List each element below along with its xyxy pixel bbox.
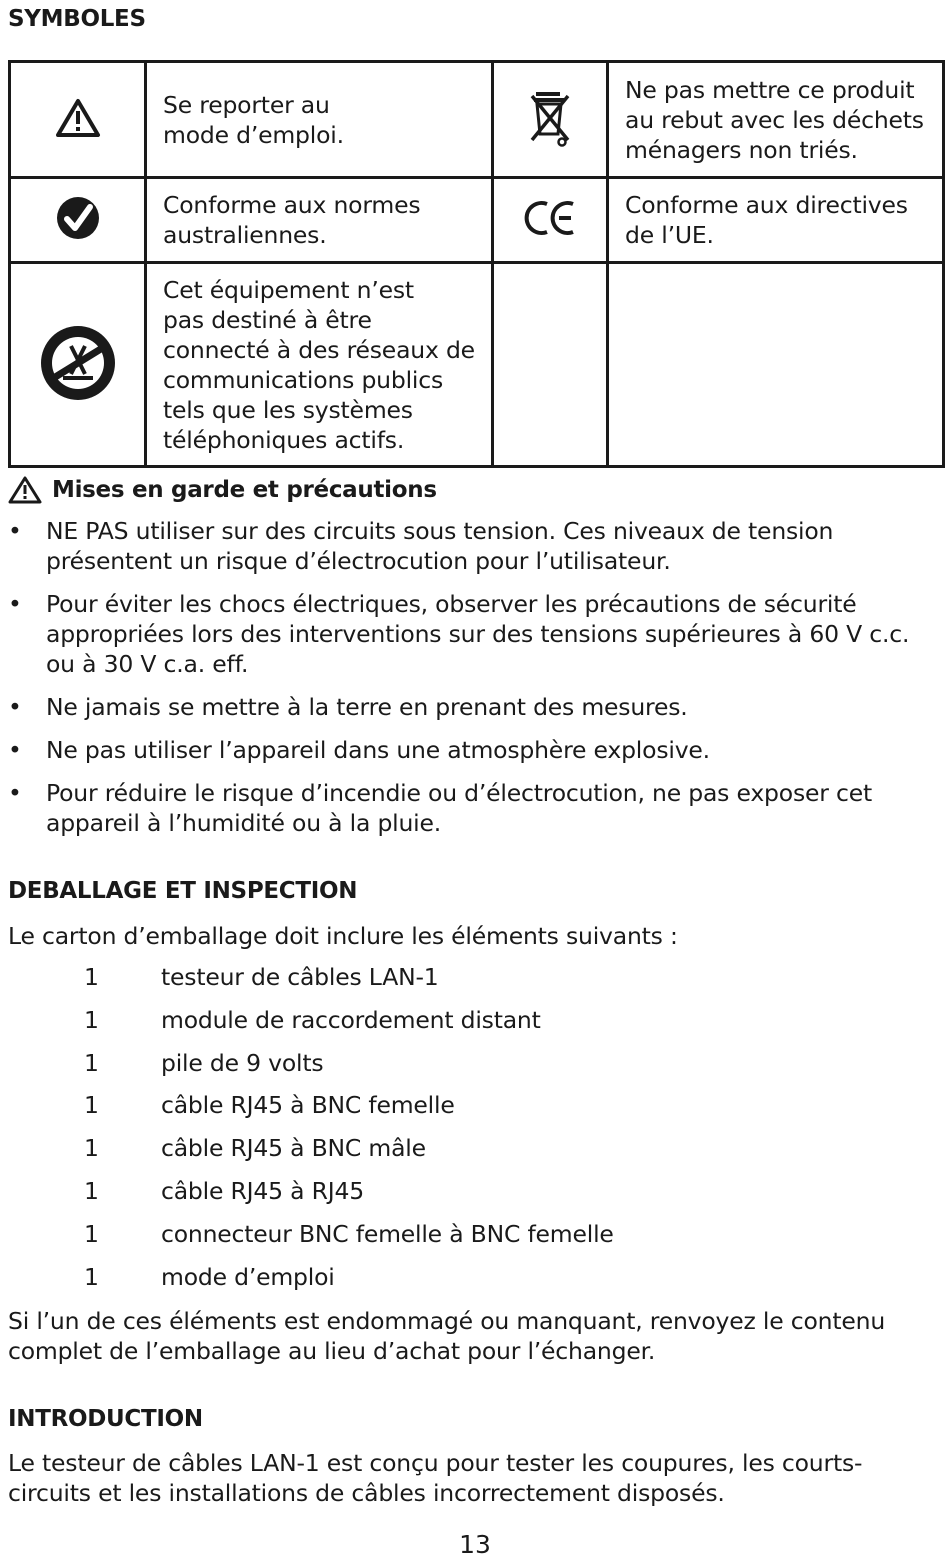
symbols-row	[10, 263, 944, 467]
item-quantity: 1	[84, 1219, 99, 1248]
item-quantity: 1	[84, 963, 99, 991]
item-quantity: 1	[84, 1048, 99, 1077]
list-item	[84, 1090, 614, 1133]
symbols-row	[10, 62, 944, 178]
item-label: testeur de câbles LAN-1	[161, 963, 439, 991]
symbol-text-australia: Conforme aux normes australiennes.	[163, 191, 421, 249]
list-item	[84, 1176, 614, 1219]
symbol-cell-empty	[493, 263, 608, 467]
item-quantity: 1	[84, 1134, 99, 1163]
item-quantity: 1	[84, 1091, 99, 1120]
item-label: module de raccordement distant	[161, 1005, 541, 1034]
list-item	[84, 1219, 614, 1262]
item-quantity: 1	[84, 1005, 99, 1034]
warnings-title: Mises en garde et précautions	[52, 477, 437, 503]
introduction-text: Le testeur de câbles LAN-1 est conçu pour tester les coupures, les courts- circuits et les installations de câbles incorrectement disposés.	[8, 1449, 863, 1507]
item-label: mode d’emploi	[161, 1262, 335, 1291]
list-item	[84, 1048, 614, 1091]
item-label: pile de 9 volts	[161, 1048, 324, 1077]
warning-text: Ne pas utiliser l’appareil dans une atmosphère explosive.	[46, 736, 710, 764]
bullet-glyph: •	[8, 779, 22, 807]
item-label: connecteur BNC femelle à BNC femelle	[161, 1219, 614, 1248]
warning-text: Ne jamais se mettre à la terre en prenant des mesures.	[46, 693, 688, 721]
unpacking-heading: DEBALLAGE ET INSPECTION	[8, 878, 358, 904]
symbol-text-eu: Conforme aux directives de l’UE.	[625, 191, 908, 249]
page-number: 13	[459, 1530, 491, 1559]
list-item	[84, 1133, 614, 1176]
symbol-cell	[493, 62, 608, 178]
symbol-cell	[10, 263, 146, 467]
symbol-cell	[493, 178, 608, 263]
symbol-description-empty	[608, 263, 944, 467]
symbol-description	[608, 178, 944, 263]
warning-triangle-icon	[8, 476, 42, 504]
introduction-heading: INTRODUCTION	[8, 1406, 203, 1432]
item-label: câble RJ45 à BNC femelle	[161, 1091, 455, 1120]
bullet-glyph: •	[8, 736, 22, 764]
warnings-list	[8, 516, 928, 851]
list-item	[8, 589, 928, 679]
package-contents-list	[84, 962, 614, 1304]
bullet-glyph: •	[8, 590, 22, 618]
symbol-text-weee: Ne pas mettre ce produit au rebut avec les déchets ménagers non triés.	[625, 75, 924, 164]
item-quantity: 1	[84, 1262, 99, 1291]
item-label: câble RJ45 à BNC mâle	[161, 1134, 426, 1163]
list-item	[84, 1262, 614, 1305]
item-quantity: 1	[84, 1176, 99, 1205]
symbol-text-manual: Se reporter au mode d’emploi.	[163, 90, 344, 149]
list-item	[8, 778, 928, 838]
ce-mark-icon	[523, 198, 577, 238]
symbol-description	[146, 178, 493, 263]
list-item	[84, 962, 614, 1005]
symbol-description	[146, 62, 493, 178]
symbols-table	[8, 60, 945, 468]
no-telephone-network-icon	[39, 324, 117, 402]
symbols-heading: SYMBOLES	[8, 6, 146, 32]
warning-text: Pour réduire le risque d’incendie ou d’électrocution, ne pas exposer cet appareil à l’humidité ou à la pluie.	[46, 779, 872, 837]
list-item	[84, 1005, 614, 1048]
item-label: câble RJ45 à RJ45	[161, 1176, 364, 1205]
list-item	[8, 516, 928, 576]
bullet-glyph: •	[8, 693, 22, 721]
warning-text: NE PAS utiliser sur des circuits sous tension. Ces niveaux de tension présentent un risque d’électrocution pour l’utilisateur.	[46, 517, 834, 575]
bullet-glyph: •	[8, 517, 22, 545]
unpacking-outro: Si l’un de ces éléments est endommagé ou manquant, renvoyez le contenu complet de l’emballage au lieu d’achat pour l’échanger.	[8, 1307, 886, 1365]
symbol-cell	[10, 62, 146, 178]
list-item	[8, 692, 928, 722]
unpacking-intro: Le carton d’emballage doit inclure les éléments suivants :	[8, 922, 678, 950]
symbol-description	[146, 263, 493, 467]
warnings-heading	[8, 476, 437, 504]
symbol-description	[608, 62, 944, 178]
symbol-cell	[10, 178, 146, 263]
rcm-check-icon	[56, 196, 100, 240]
symbol-text-network: Cet équipement n’est pas destiné à être connecté à des réseaux de communications publics tels que les systèmes téléphoniques actifs.	[163, 275, 475, 454]
crossed-out-wheelie-bin-icon	[528, 88, 572, 148]
list-item	[8, 735, 928, 765]
symbols-row	[10, 178, 944, 263]
warning-text: Pour éviter les chocs électriques, observer les précautions de sécurité appropriées lors des interventions sur des tensions supérieures à 60 V c.c. ou à 30 V c.a. eff.	[46, 590, 910, 678]
warning-triangle-icon	[55, 98, 101, 138]
